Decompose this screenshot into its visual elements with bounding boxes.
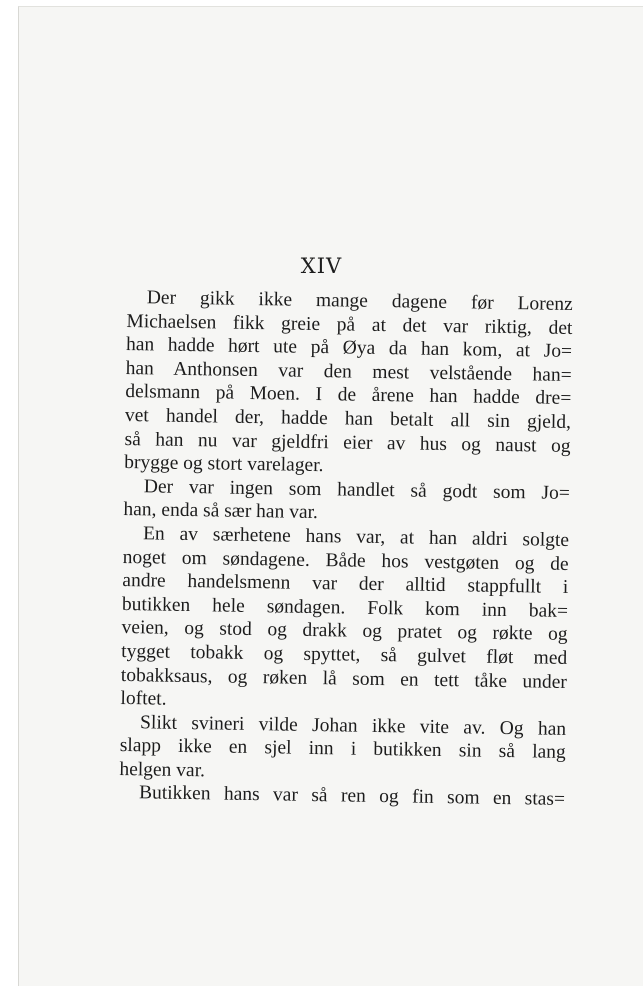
- text-line: Michaelsen fikk greie på at det var riktig, det: [126, 310, 573, 339]
- text-line: loftet.: [120, 688, 167, 710]
- text-line: Der gikk ikke mange dagene før Lorenz: [146, 287, 573, 316]
- text-line: tobakksaus, og røken lå som en tett tåke under: [120, 664, 567, 693]
- text-line: tygget tobakk og spyttet, så gulvet fløt med: [121, 640, 568, 669]
- text-line: han hadde hørt ute på Øya da han kom, at Jo=: [125, 334, 573, 363]
- paragraph: [124, 286, 573, 482]
- text-line: helgen var.: [119, 758, 206, 782]
- text-line: Der var ingen som handlet så godt som Jo=: [143, 476, 570, 504]
- text-line: veien, og stod og drakk og pratet og røkte og: [121, 617, 568, 646]
- chapter-heading: XIV: [300, 254, 343, 278]
- text-line: han, enda så sær han var.: [123, 499, 319, 524]
- text-line: Butikken hans var så ren og fin som en stas=: [138, 782, 566, 811]
- text-line: delsmann på Moen. I de årene han hadde dre=: [125, 381, 572, 410]
- text-line: Slikt svineri vilde Johan ikke vite av. Og han: [139, 711, 567, 740]
- text-line: han Anthonsen var den mest velstående han=: [125, 357, 572, 386]
- text-line: så han nu var gjeldfri eier av hus og naust og: [124, 428, 571, 457]
- body-text: [119, 286, 573, 812]
- text-line: brygge og stort varelager.: [124, 452, 324, 477]
- text-line: slapp ikke en sjel inn i butikken sin så lang: [119, 735, 566, 764]
- paragraph: [120, 522, 569, 718]
- text-line: En av særhetene hans var, at han aldri solgte: [142, 523, 570, 551]
- paragraph: [119, 711, 566, 789]
- text-line: butikken hele søndagen. Folk kom inn bak=: [121, 593, 569, 622]
- text-line: noget om søndagene. Både hos vestgøten og de: [122, 546, 569, 575]
- text-line: vet handel der, hadde han betalt all sin gjeld,: [124, 404, 572, 433]
- paragraph: [123, 475, 570, 529]
- text-line: andre handelsmenn var der alltid stappfullt i: [122, 570, 569, 599]
